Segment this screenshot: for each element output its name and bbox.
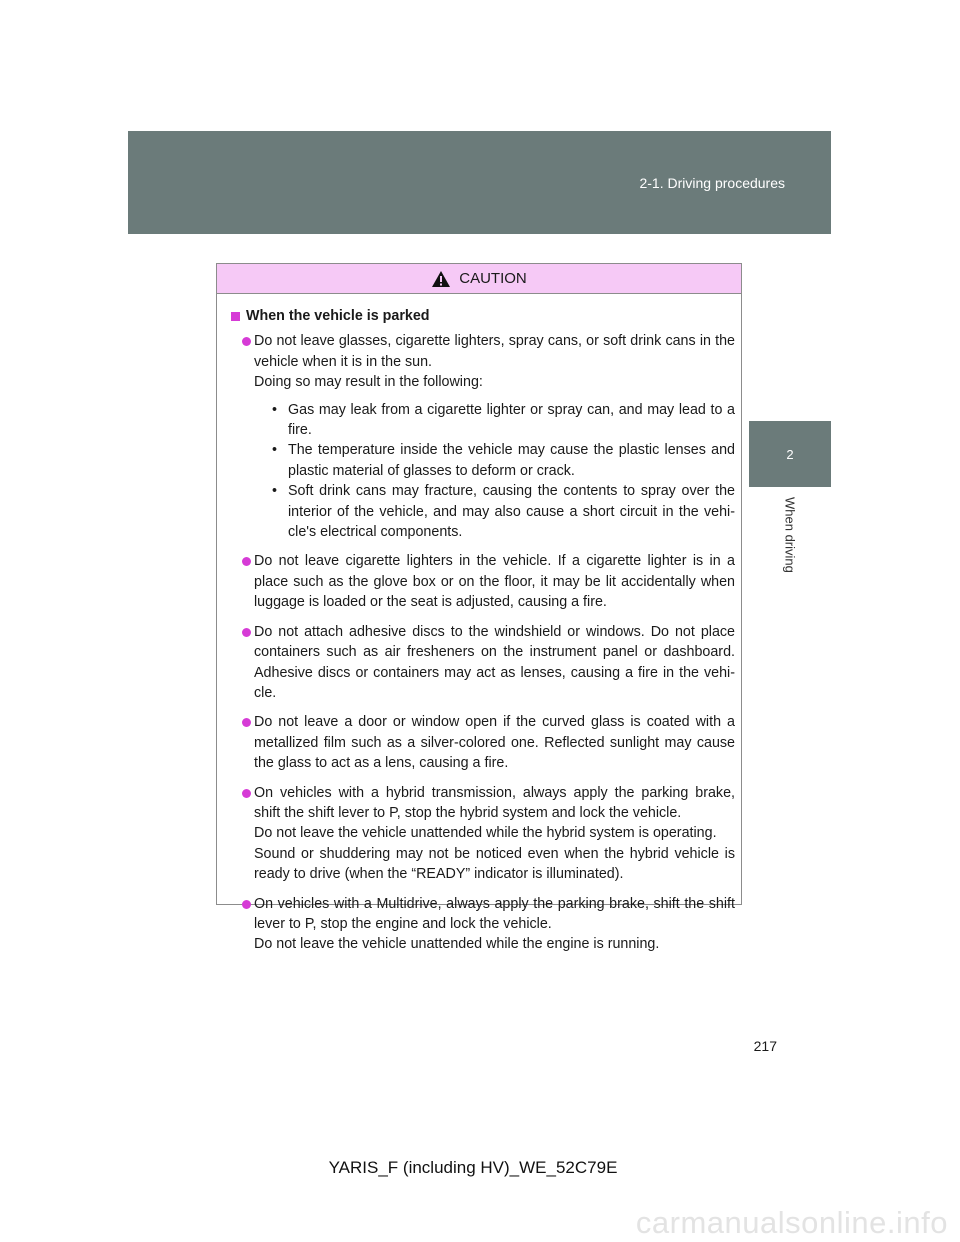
- bullet-icon: [242, 628, 251, 637]
- caution-section-label: When the vehicle is parked: [246, 308, 430, 324]
- page-number: 217: [753, 1038, 777, 1054]
- bullet-icon: [242, 337, 251, 346]
- bullet-icon: [242, 557, 251, 566]
- caution-item: [231, 712, 735, 773]
- caution-item: [231, 894, 735, 955]
- caution-item: [231, 622, 735, 704]
- watermark: carmanualsonline.info: [635, 1205, 948, 1240]
- caution-body: [217, 294, 741, 955]
- caution-title: CAUTION: [459, 270, 527, 287]
- caution-subitem: • The temperature inside the vehicle may cause the plastic lenses and plastic material of glasses to deform or crack.: [272, 442, 735, 479]
- caution-header: [217, 264, 741, 294]
- caution-item: [231, 551, 735, 612]
- square-bullet-icon: [231, 312, 240, 321]
- caution-text: On vehicles with a hybrid transmission, always apply the parking brake, shift the shift lever to P, stop the hybrid system and lock the vehicle.: [254, 784, 735, 821]
- caution-text: Do not leave cigarette lighters in the vehicle. If a cigarette lighter is in a place such as the glove box or on the floor, it may be lit accidentally when luggage is loaded or the seat is adjusted, causing a fire.: [254, 553, 735, 611]
- caution-text: Do not leave a door or window open if the curved glass is coated with a metallized film such as a silver-colored one. Reflected sunlight may cause the glass to act as a lens, causing a fire.: [254, 714, 735, 772]
- caution-text: Do not leave glasses, cigarette lighters, spray cans, or soft drink cans in the vehicle when it is in the sun.: [254, 333, 735, 370]
- section-header: [128, 131, 831, 234]
- caution-text: Sound or shuddering may not be noticed even when the hybrid vehicle is ready to drive (when the “READY” indicator is illuminated).: [254, 845, 735, 883]
- bullet-icon: [242, 718, 251, 727]
- caution-box: [216, 263, 742, 953]
- caution-section-title: [231, 306, 735, 326]
- warning-triangle-icon: [431, 270, 451, 288]
- caution-text: On vehicles with a Multidrive, always apply the parking brake, shift the shift lever to P, stop the engine and lock the vehicle.: [254, 895, 735, 932]
- caution-item: [231, 331, 735, 542]
- caution-subitem-text: The temperature inside the vehicle may cause the plastic lenses and plastic material of glasses to deform or crack.: [288, 442, 735, 479]
- bullet-icon: [242, 789, 251, 798]
- chapter-tab-number: 2: [749, 421, 831, 487]
- chapter-tab: [749, 487, 831, 647]
- caution-subitem-text: Soft drink cans may fracture, causing the contents to spray over the interior of the vehicle, and may also cause a short circuit in the vehi-cle's electrical components.: [288, 483, 735, 541]
- caution-subitem-text: Gas may leak from a cigarette lighter or spray can, and may lead to a fire.: [288, 401, 735, 439]
- document-footer: [0, 1158, 960, 1178]
- bullet-icon: [242, 900, 251, 909]
- caution-text: Do not leave the vehicle unattended while the engine is running.: [254, 936, 660, 953]
- document-id: YARIS_F (including HV)_WE_52C79E: [328, 1158, 618, 1177]
- section-title: 2-1. Driving procedures: [639, 175, 785, 191]
- caution-text: Do not attach adhesive discs to the windshield or windows. Do not place containers such as air fresheners on the instrument panel or dashboard. Adhesive discs or containers may act as lenses, causing a fire in the vehi-cle.: [254, 623, 735, 701]
- caution-text: Do not leave the vehicle unattended while the hybrid system is operating.: [254, 825, 717, 842]
- chapter-tab-label: When driving: [782, 497, 798, 573]
- caution-subitem: • Gas may leak from a cigarette lighter or spray can, and may lead to a fire.: [272, 401, 735, 439]
- caution-text: Doing so may result in the following:: [254, 374, 483, 391]
- caution-item: [231, 783, 735, 885]
- caution-sublist: [254, 400, 735, 543]
- caution-subitem: • Soft drink cans may fracture, causing the contents to spray over the interior of the vehicle, and may also cause a short circuit in the vehi-cle's electrical components.: [272, 483, 735, 541]
